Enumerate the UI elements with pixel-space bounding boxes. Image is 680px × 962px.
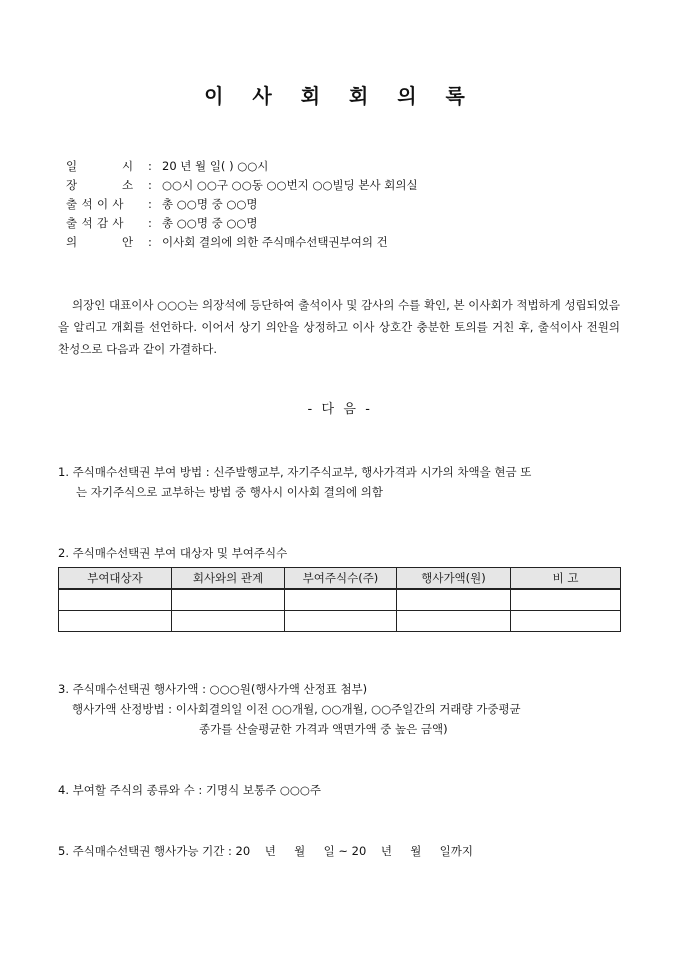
- meta-label: 의 안: [66, 233, 148, 252]
- table-cell: [397, 589, 511, 611]
- meta-value-auditors: 총 ○○명 중 ○○명: [162, 216, 258, 230]
- item-exercise-price: [58, 679, 624, 739]
- document-title: 이 사 회 회 의 록: [204, 84, 476, 108]
- col-header-relation: 회사와의 관계: [172, 568, 285, 590]
- table-cell: [511, 611, 621, 632]
- meta-colon: :: [148, 159, 152, 173]
- meta-row-agenda: [66, 233, 418, 252]
- meeting-info: [66, 157, 418, 252]
- intro-paragraph: 의장인 대표이사 ○○○는 의장석에 등단하여 출석이사 및 감사의 수를 확인, 본 이사회가 적법하게 성립되었음을 알리고 개회를 선언하다. 이어서 상기 의안을 상정하고 이사 상호간 충분한 토의를 거친 후, 출석이사 전원의 찬성으로 다음과 같이 가결하다.: [58, 298, 620, 356]
- meta-label: 일 시: [66, 157, 148, 176]
- meta-label-directors: 출석이사: [66, 197, 128, 211]
- item-grant-method: [58, 462, 624, 502]
- table-cell: [397, 611, 511, 632]
- label-char: 의: [66, 235, 78, 249]
- meta-label-auditors: 출석감사: [66, 216, 128, 230]
- item1-line2: 는 자기주식으로 교부하는 방법 중 행사시 이사회 결의에 의함: [76, 485, 383, 499]
- meta-colon: :: [148, 235, 152, 249]
- meta-colon: :: [148, 178, 152, 192]
- meta-value-date: 20 년 월 일( ) ○○시: [162, 159, 269, 173]
- meta-row-place: [66, 176, 418, 195]
- table-cell: [59, 611, 172, 632]
- table-cell: [511, 589, 621, 611]
- meta-label: 장 소: [66, 176, 148, 195]
- label-char: 일: [66, 159, 78, 173]
- item1-line1: 1. 주식매수선택권 부여 방법 : 신주발행교부, 자기주식교부, 행사가격과 시가의 차액을 현금 또: [58, 465, 532, 479]
- item3-line2: 행사가액 산정방법 : 이사회결의일 이전 ○○개월, ○○개월, ○○주일간의 거래량 가중평균: [72, 702, 521, 716]
- meta-row-date: [66, 157, 418, 176]
- col-header-remarks: 비 고: [511, 568, 621, 590]
- meta-value-agenda: 이사회 결의에 의한 주식매수선택권부여의 건: [162, 235, 388, 249]
- col-header-grantee: 부여대상자: [59, 568, 172, 590]
- table-cell: [172, 589, 285, 611]
- col-header-price: 행사가액(원): [397, 568, 511, 590]
- item3-line3: 종가를 산술평균한 가격과 액면가액 중 높은 금액): [199, 722, 448, 736]
- meta-colon: :: [148, 216, 152, 230]
- col-header-shares: 부여주식수(주): [285, 568, 397, 590]
- item-exercise-period: [58, 841, 624, 861]
- meta-colon: :: [148, 197, 152, 211]
- item3-line1: 3. 주식매수선택권 행사가액 : ○○○원(행사가액 산정표 첨부): [58, 682, 368, 696]
- label-char: 장: [66, 178, 78, 192]
- table-cell: [285, 589, 397, 611]
- meta-value-place: ○○시 ○○구 ○○동 ○○번지 ○○빌딩 본사 회의실: [162, 178, 418, 192]
- item-share-type: [58, 780, 624, 800]
- item5-line: 5. 주식매수선택권 행사가능 기간 : 20 년 월 일 ~ 20 년 월 일까지: [58, 844, 473, 858]
- table-cell: [285, 611, 397, 632]
- meta-value-directors: 총 ○○명 중 ○○명: [162, 197, 258, 211]
- table-cell: [59, 589, 172, 611]
- table-header-row: [59, 568, 621, 590]
- table-row: [59, 611, 621, 632]
- grantee-table: [58, 567, 621, 632]
- table-cell: [172, 611, 285, 632]
- item2-line: 2. 주식매수선택권 부여 대상자 및 부여주식수: [58, 546, 288, 560]
- table-row: [59, 589, 621, 611]
- meta-row-directors: [66, 195, 418, 214]
- section-heading: - 다 음 -: [307, 402, 373, 417]
- item4-line: 4. 부여할 주식의 종류와 수 : 기명식 보통주 ○○○주: [58, 783, 322, 797]
- item-grantees: [58, 543, 624, 563]
- meta-row-auditors: [66, 214, 418, 233]
